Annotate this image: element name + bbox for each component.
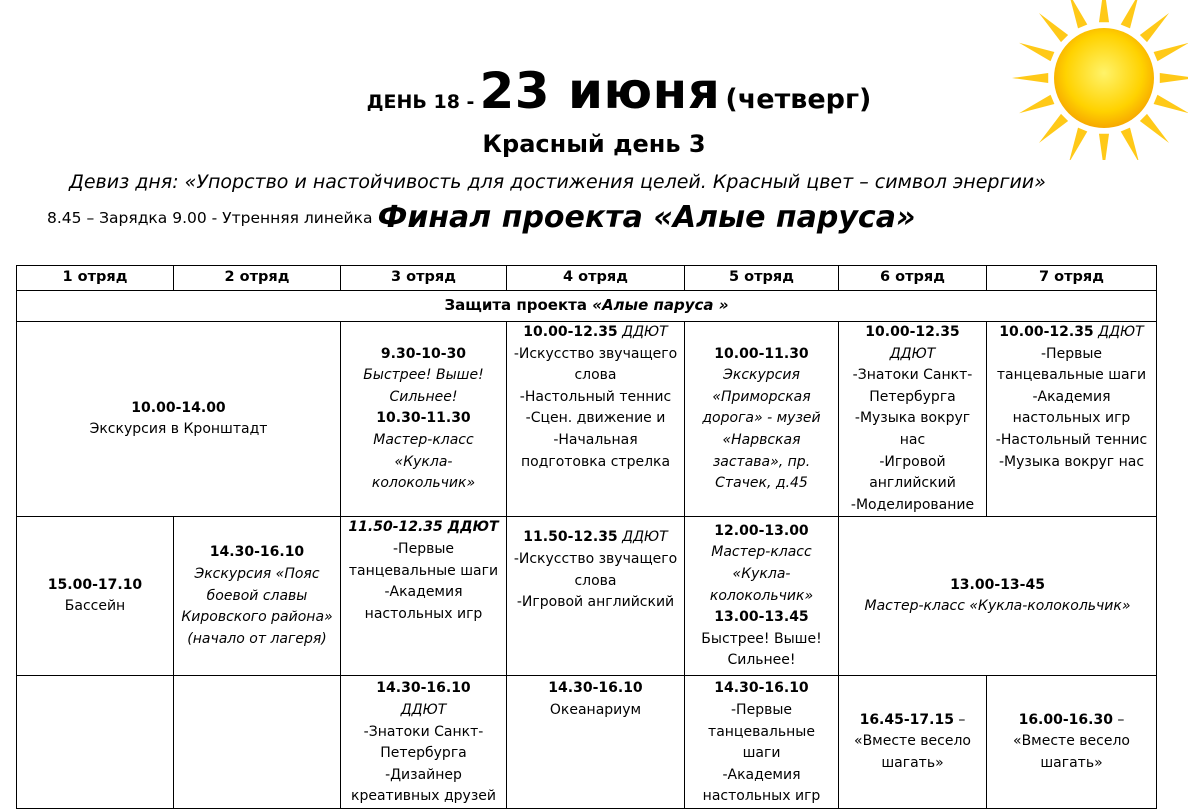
project-label: Защита проекта — [444, 296, 593, 315]
cell-place: ДДЮТ — [400, 701, 447, 718]
col-header-3: 3 отряд — [341, 266, 507, 291]
cell-text: Мастер-класс — [373, 431, 474, 448]
col-header-7: 7 отряд — [987, 266, 1157, 291]
cell-text: Экскурсия в Кронштадт — [89, 421, 268, 438]
list-item: -Академия настольных игр — [364, 584, 483, 622]
cell-text: Мастер-класс «Кукла-колокольчик» — [864, 598, 1131, 615]
table-row — [17, 517, 1157, 676]
cell-time: 16.45-17.15 — [859, 711, 954, 728]
sun-ray — [1099, 0, 1109, 22]
list-item: -Знатоки Санкт-Петербурга — [852, 367, 973, 405]
cell-r2-c67 — [839, 517, 1157, 676]
cell-r2-c3 — [341, 517, 507, 676]
cell-text: Экскурсия «Пояс боевой славы Кировского района» (начало от лагеря) — [181, 565, 333, 647]
cell-dash: – — [953, 711, 966, 728]
cell-r3-c4 — [507, 676, 685, 809]
cell-time: 11.50-12.35 — [523, 529, 618, 546]
list-item: -Игровой английский — [516, 594, 675, 611]
morning-text: 8.45 – Зарядка 9.00 - Утренняя линейка — [47, 209, 373, 227]
cell-r1-c7 — [987, 322, 1157, 517]
date: 23 июня — [479, 62, 721, 120]
cell-text: «Вместе весело шагать» — [1013, 733, 1130, 771]
cell-r1-c6 — [839, 322, 987, 517]
project-row — [17, 291, 1157, 322]
cell-r1-c4 — [507, 322, 685, 517]
cell-time: 14.30-16.10 — [548, 680, 643, 697]
list-item: -Первые танцевальные шаги — [996, 345, 1147, 384]
cell-time: 11.50-12.35 ДДЮТ — [348, 519, 499, 536]
cell-time: 12.00-13.00 — [714, 522, 809, 539]
cell-dash: – — [1112, 711, 1125, 728]
cell-r2-c2 — [174, 517, 341, 676]
sun-ray — [1121, 0, 1140, 28]
cell-r3-c3 — [341, 676, 507, 809]
sun-ray — [1154, 43, 1188, 62]
col-header-5: 5 отряд — [685, 266, 839, 291]
list-item: -Моделирование — [850, 496, 975, 513]
cell-r1-c3 — [341, 322, 507, 517]
sun-ray — [1039, 13, 1068, 42]
morning-schedule — [47, 200, 915, 235]
list-item: -Сцен. движение и — [525, 410, 666, 427]
cell-time: 10.00-12.35 — [999, 324, 1094, 340]
project-name: «Алые паруса » — [592, 296, 729, 315]
cell-text: Бассейн — [64, 598, 126, 615]
cell-time: 10.00-12.35 — [865, 324, 960, 340]
cell-r3-c2 — [174, 676, 341, 809]
cell-r2-c4 — [507, 517, 685, 676]
list-item: -Начальная подготовка стрелка — [520, 431, 671, 470]
list-item: -Настольный теннис — [519, 388, 672, 405]
final-title: Финал проекта «Алые паруса» — [377, 200, 916, 235]
col-header-6: 6 отряд — [839, 266, 987, 291]
cell-place: ДДЮТ — [617, 529, 668, 546]
col-header-1: 1 отряд — [17, 266, 174, 291]
cell-time: 14.30-16.10 — [376, 680, 471, 697]
list-item: -Академия настольных игр — [702, 766, 821, 805]
table-row — [17, 322, 1157, 517]
page-title — [0, 62, 1188, 120]
sun-ray — [1140, 13, 1169, 42]
header-row — [17, 266, 1157, 291]
list-item: -Искусство звучащего слова — [513, 550, 678, 589]
list-item: -Знатоки Санкт-Петербурга — [363, 723, 484, 762]
cell-r1-c5 — [685, 322, 839, 517]
project-cell — [17, 291, 1157, 322]
cell-place: ДДЮТ — [889, 345, 936, 362]
cell-time: 9.30-10-30 — [380, 345, 467, 362]
day-subtitle: Красный день 3 — [482, 130, 706, 158]
list-item: -Музыка вокруг нас — [998, 453, 1145, 470]
cell-r3-c5 — [685, 676, 839, 809]
cell-time: 10.00-14.00 — [131, 399, 226, 416]
cell-time: 10.30-11.30 — [376, 410, 471, 427]
cell-time: 13.00-13.45 — [714, 609, 809, 626]
list-item: -Первые танцевальные шаги — [348, 540, 499, 579]
cell-r3-c6 — [839, 676, 987, 809]
sun-ray — [1019, 43, 1054, 62]
list-item: -Академия настольных игр — [1012, 388, 1131, 427]
list-item: -Первые танцевальные шаги — [708, 701, 815, 762]
cell-text: «Кукла-колокольчик» — [709, 565, 814, 604]
cell-time: 14.30-16.10 — [714, 680, 809, 697]
sun-ray — [1069, 0, 1088, 28]
cell-time: 10.00-11.30 — [714, 345, 809, 362]
cell-r3-c7 — [987, 676, 1157, 809]
cell-time: 16.00-16.30 — [1018, 711, 1113, 728]
list-item: -Музыка вокруг нас — [854, 410, 971, 448]
cell-text: «Кукла-колокольчик» — [371, 453, 476, 492]
kronshtadt-cell — [17, 322, 341, 517]
cell-text: Экскурсия «Приморская дорога» - музей «Нарвская застава», пр. Стачек, д.45 — [702, 367, 821, 492]
cell-text: Быстрее! Выше! Сильнее! — [363, 367, 484, 405]
schedule-table — [16, 265, 1157, 809]
cell-text: «Вместе весело шагать» — [854, 733, 971, 771]
cell-time: 10.00-12.35 — [523, 324, 618, 340]
cell-time: 15.00-17.10 — [47, 576, 143, 593]
table-row — [17, 676, 1157, 809]
weekday: (четверг) — [725, 84, 872, 115]
col-header-4: 4 отряд — [507, 266, 685, 291]
cell-r2-c5 — [685, 517, 839, 676]
cell-time: 13.00-13-45 — [950, 576, 1045, 593]
cell-place: ДДЮТ — [1093, 324, 1144, 340]
cell-text: Океанариум — [549, 701, 642, 718]
cell-text: Быстрее! Выше! Сильнее! — [701, 630, 822, 669]
cell-r3-c1 — [17, 676, 174, 809]
day-motto: Девиз дня: «Упорство и настойчивость для достижения целей. Красный цвет – символ энергии» — [69, 171, 1046, 193]
list-item: -Дизайнер креативных друзей — [351, 766, 496, 805]
list-item: -Искусство звучащего слова — [513, 345, 678, 384]
list-item: -Настольный теннис — [995, 431, 1148, 448]
cell-time: 14.30-16.10 — [209, 544, 305, 561]
day-prefix: ДЕНЬ 18 - — [366, 91, 475, 113]
cell-r2-c1 — [17, 517, 174, 676]
list-item: -Игровой английский — [869, 453, 956, 492]
col-header-2: 2 отряд — [174, 266, 341, 291]
cell-place: ДДЮТ — [617, 324, 668, 340]
cell-text: Мастер-класс — [711, 544, 812, 561]
